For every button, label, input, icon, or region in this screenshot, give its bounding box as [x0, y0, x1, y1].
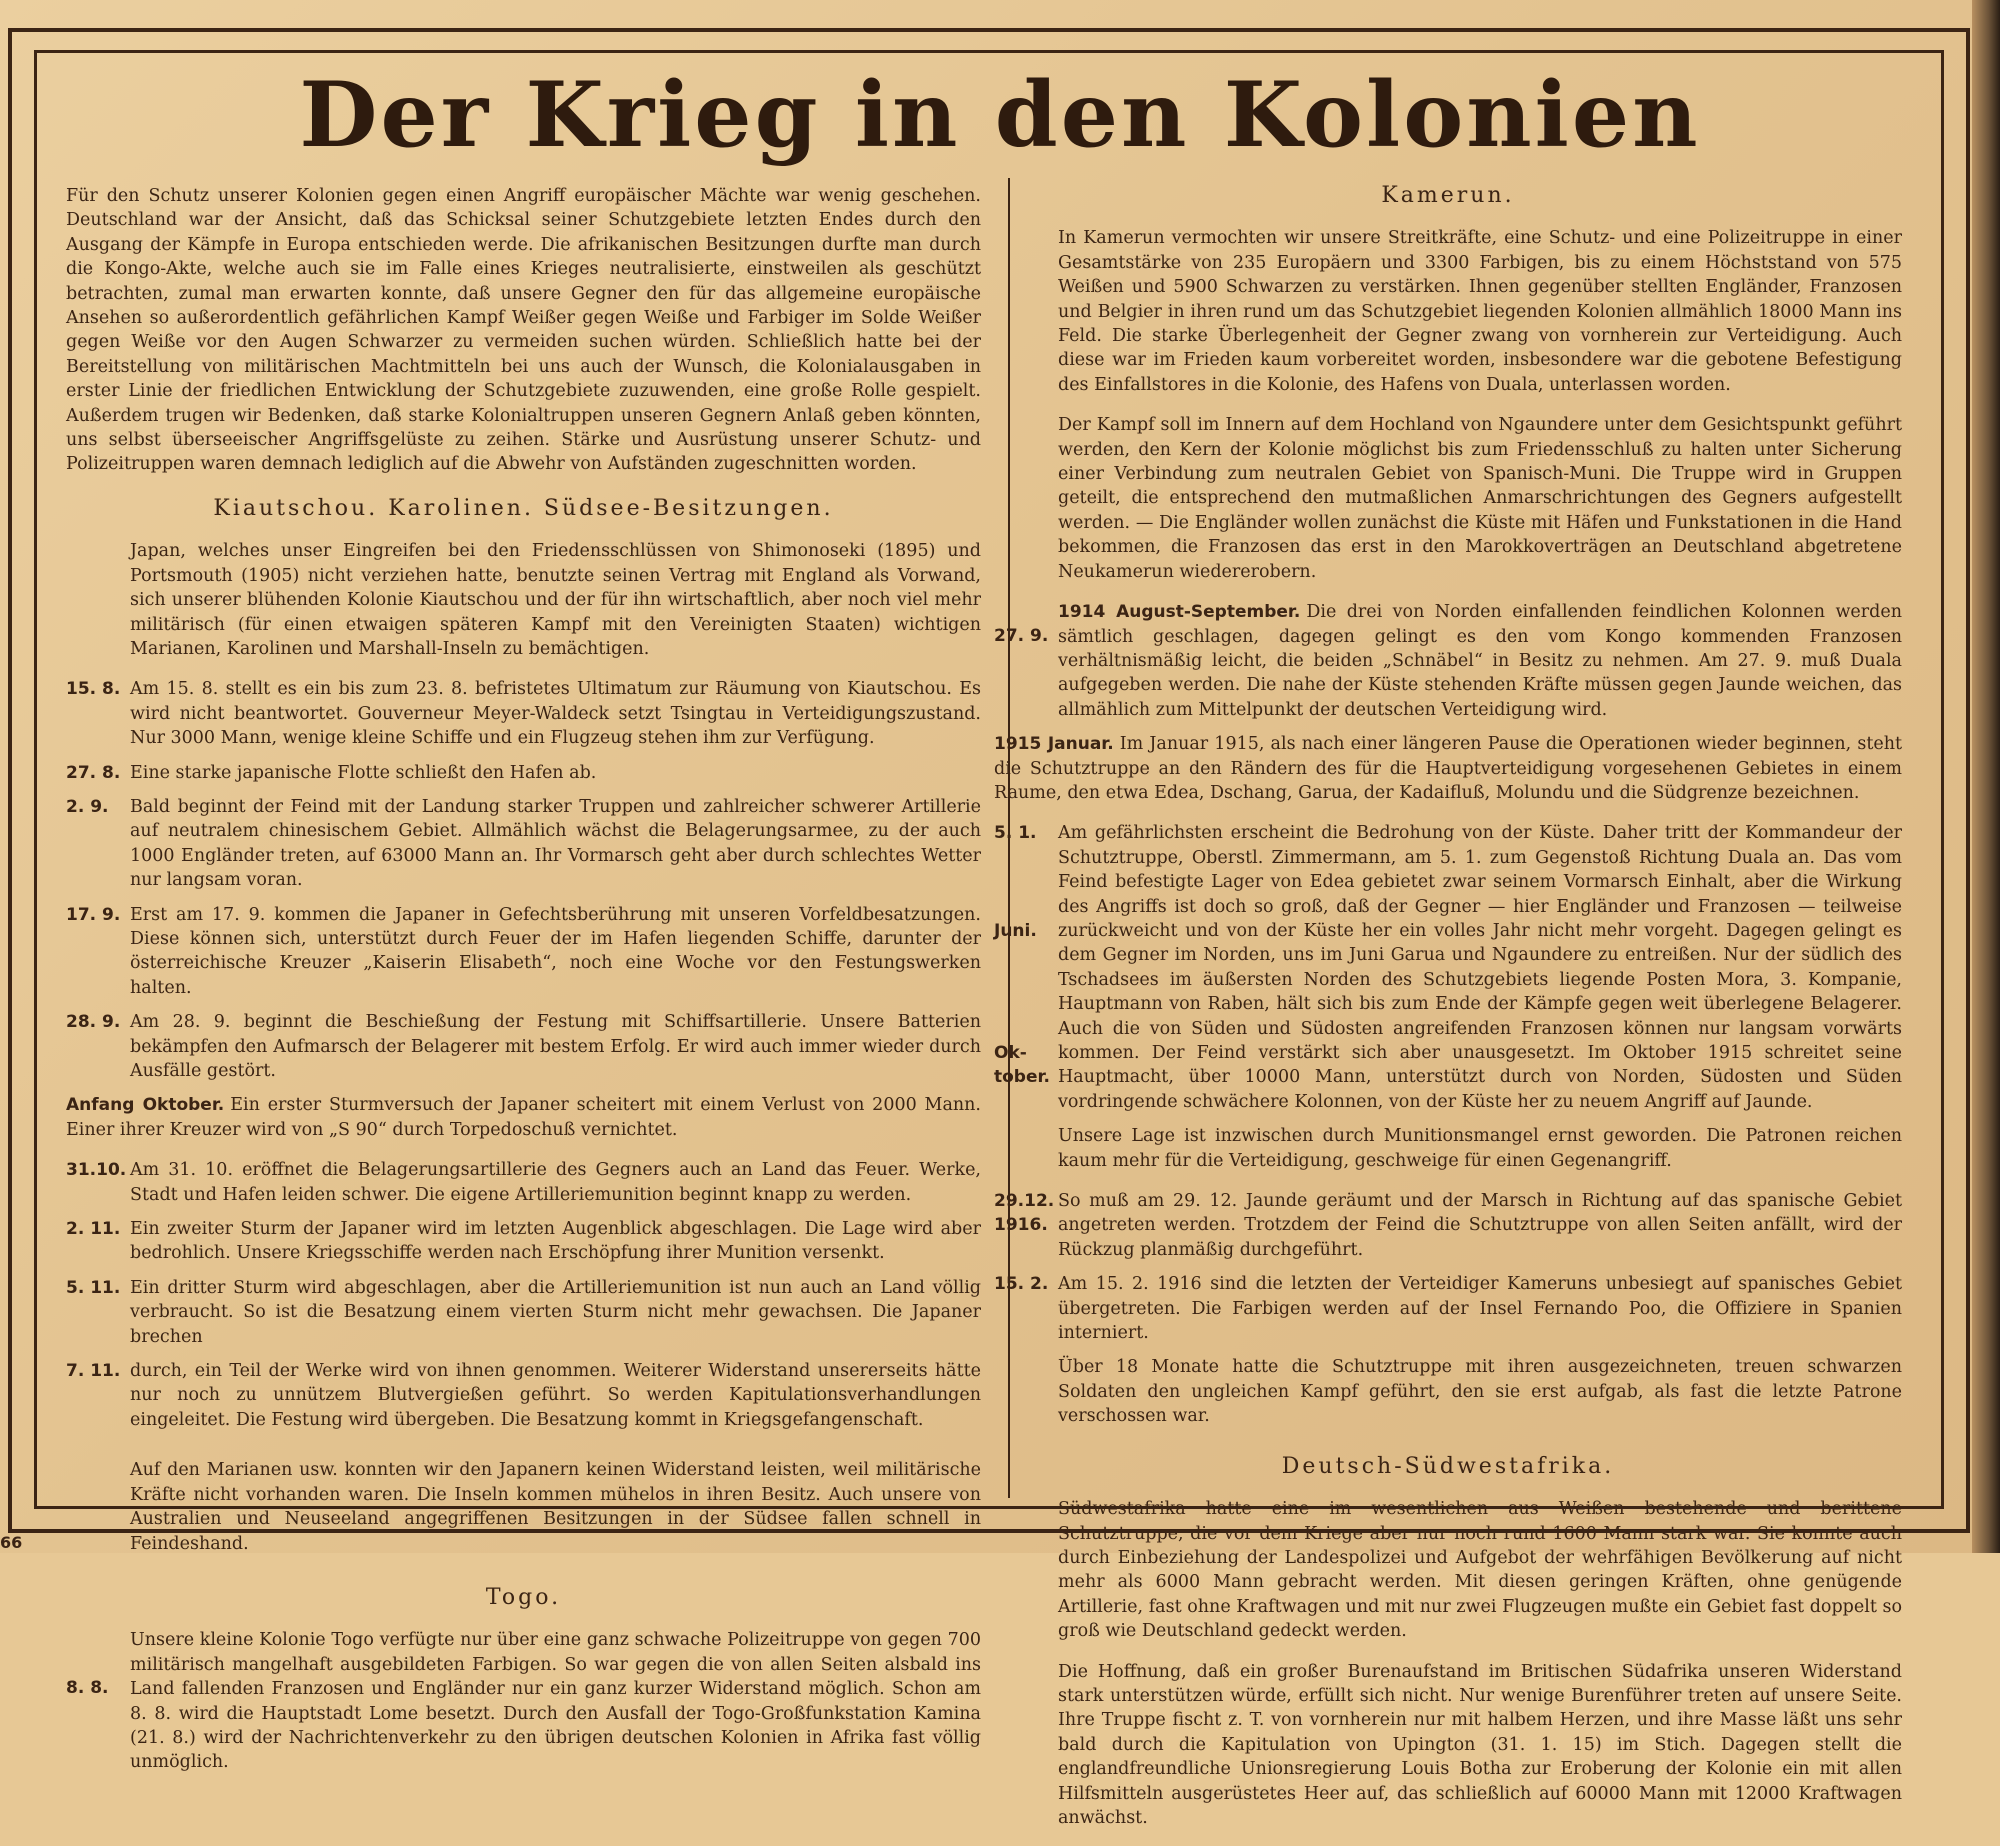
entry-date: Juni. [994, 920, 1037, 941]
timeline-entry [66, 761, 981, 785]
entry-text: Am 31. 10. eröffnet die Belagerungsartillerie des Gegners auch an Land das Feuer. Werke, Stadt und Hafen leiden schwer. Die eigene Artilleriemunition beginnt knapp zu werden. [130, 1160, 981, 1205]
timeline-entry-oktober [66, 1093, 981, 1142]
entry-text: Im Januar 1915, als nach einer längeren Pause die Operationen wieder beginnen, steht die Schutztruppe an den Rändern des für die Hauptverteidigung vorgesehenen Gebietes in einem Raume, den etwa Edea, Dschang, Garua, der Kadaifluß, Molundu und die Südgrenze bezeichnen. [994, 734, 1903, 803]
entry-date-stack [994, 1189, 1058, 1262]
entry-date: 2. 9. [66, 796, 109, 817]
timeline-entry [66, 677, 981, 750]
entry-date: 5. 11. [66, 1277, 121, 1298]
timeline-entry [994, 1189, 1902, 1262]
entry-text: durch, ein Teil der Werke wird von ihnen genommen. Weiterer Widerstand unsererseits hätte nur noch zu unnützem Blutvergießen geführt. So werden Kapitulationsverhandlungen eingeleitet. Die Festung wird übergeben. Die Besatzung kommt in Kriegsgefangenschaft. [130, 1361, 981, 1430]
timeline-entry [66, 1628, 981, 1774]
suedwest-paragraph: Die Hoffnung, daß ein großer Burenaufstand im Britischen Südafrika unseren Widerstand stark unterstützen würde, erfüllt sich nicht. Nur wenige Burenführer treten auf unsere Seite. Ihre Truppe fischt z. T. von vornherein nur mit halbem Herzen, und ihre Masse läßt uns sehr bald durch die Kapitulation von Upington (31. 1. 15) im Stich. Dagegen stellt die englandfreundliche Unionsregierung Louis Botha zur Eroberung der Kolonie ein mit allen Hilfsmitteln ausgerüstetes Heer auf, das schließlich auf 60000 Mann mit 12000 Kraftwagen anwächst. [1058, 1661, 1902, 1828]
timeline-entry-januar [994, 732, 1902, 805]
section-heading-togo: Togo. [485, 1584, 562, 1610]
entry-date: 5. 1. [994, 823, 1037, 844]
entry-date: 27. 9. [994, 626, 1049, 647]
timeline-entry [66, 903, 981, 1001]
entry-text: So muß am 29. 12. Jaunde geräumt und der Marsch in Richtung auf das spanische Gebiet angetreten werden. Trotzdem der Feind die Schutztruppe von allen Seiten anfällt, wird der Rückzug planmäßig durchgeführt. [1058, 1191, 1902, 1260]
timeline-entry [66, 1217, 981, 1266]
entry-text: Die drei von Norden einfallenden feindlichen Kolonnen werden sämtlich geschlagen, dagegen gelingt es den vom Kongo kommenden Franzosen verhältnismäßig leicht, die beiden „Schnäbel“ in Besitz zu nehmen. Am 27. 9. muß Duala aufgegeben werden. Die nahe der Küste stehenden Kräfte müssen gegen Jaunde weichen, das allmählich zum Mittelpunkt der deutschen Verteidigung wird. [1058, 602, 1902, 720]
section-heading-kiautschou: Kiautschou. Karolinen. Südsee-Besitzungen. [213, 495, 834, 521]
togo-text: Unsere kleine Kolonie Togo verfügte nur über eine ganz schwache Polizeitruppe von gegen 700 militärisch mangelhaft ausgebildeten Farbigen. So war gegen die von allen Seiten alsbald ins Land fallenden Franzosen und Engländer nur ein ganz kurzer Widerstand möglich. Schon am 8. 8. wird die Hauptstadt Lome besetzt. Durch den Ausfall der Togo-Großfunkstation Kamina (21. 8.) wird der Nachrichtenverkehr zu den übrigen deutschen Kolonien in Afrika fast völlig unmöglich. [130, 1630, 981, 1773]
entry-text: Am 15. 8. stellt es ein bis zum 23. 8. befristetes Ultimatum zur Räumung von Kiautschou. Es wird nicht beantwortet. Gouverneur Meyer-Waldeck setzt Tsingtau in Verteidigungszustand. Nur 3000 Mann, wenige kleine Schiffe und ein Flugzeug stehen ihm zur Verfügung. [130, 679, 981, 749]
entry-body [1058, 600, 1902, 722]
section-heading-kamerun: Kamerun. [1381, 183, 1515, 208]
entry-date: 15. 2. [994, 1274, 1049, 1295]
entry-lead: 1914 August-September. [1058, 602, 1301, 623]
entry-date: Ok-tober. [994, 1043, 1050, 1088]
entry-date: 31.10. [66, 1160, 127, 1181]
entry-date: 2. 11. [66, 1219, 121, 1240]
timeline-entry [66, 1276, 981, 1349]
entry-text: Am gefährlichsten erscheint die Bedrohung von der Küste. Daher tritt der Kommandeur der Schutztruppe, Oberstl. Zimmermann, am 5. 1. zum Gegenstoß Richtung Duala an. Das vom Feind befestigte Lager von Edea gebietet zwar seinem Vormarsch Einhalt, aber die Wirkung des Angriffs ist doch so groß, daß der Gegner — hier Engländer und Franzosen — teilweise zurückweicht und von der Küste her ein volles Jahr nicht mehr vorgeht. Dagegen gelingt es dem Gegner im Norden, uns im Juni Garua und Ngaundere zu entreißen. Nur der südlich des Tschadsees im äußersten Norden des Schutzgebiets liegende Posten Mora, 3. Kompanie, Hauptmann von Raben, hält sich bis zum Ende der Kämpfe gegen weit überlegene Belagerer. Auch die von Süden und Südosten angreifenden Franzosen können nur langsam vorwärts kommen. Der Feind verstärkt sich aber unausgesetzt. Im Oktober 1915 schreitet seine Hauptmacht, über 10000 Mann, unterstützt durch von Norden, Südosten und Süden vordringende schwächere Kolonnen, von der Küste her zu neuem Angriff auf Jaunde. [1058, 823, 1902, 1112]
entry-text: Eine starke japanische Flotte schließt den Hafen ab. [130, 762, 597, 783]
entry-date: 15. 8. [66, 679, 121, 700]
timeline-entry [66, 795, 981, 893]
timeline-entry [66, 1010, 981, 1083]
kiautschou-intro: Japan, welches unser Eingreifen bei den Friedensschlüssen von Shimonoseki (1895) und Portsmouth (1905) nicht verziehen hatte, benutzte seinen Vertrag mit England als Vorwand, sich unserer blühenden Kolonie Kiautschou und der für ihn wirtschaftlich, aber noch viel mehr militärisch (für einen etwaigen späteren Kampf mit den Vereinigten Staaten) wichtigen Marianen, Karolinen und Marshall-Inseln zu bemächtigen. [130, 541, 981, 659]
timeline-entry [66, 1359, 981, 1432]
right-column [994, 184, 1902, 1846]
entry-lead: 1915 Januar. [994, 734, 1114, 755]
timeline-entry [66, 1158, 981, 1207]
suedwest-paragraph: Südwestafrika hatte eine im wesentlichen aus Weißen bestehende und berittene Schutztruppe, die vor dem Kriege aber nur noch rund 1600 Mann stark war. Sie konnte auch durch Einbeziehung der Landespolizei und Aufgebot der wehrfähigen Bevölkerung auf nicht mehr als 6000 Mann gebracht werden. Mit diesen geringen Kräften, ohne genügende Artillerie, fast ohne Kraftwagen und mit nur zwei Flugzeugen mußte ein Gebiet fast doppelt so groß wie Deutschland gedeckt werden. [1058, 1499, 1902, 1642]
entry-text: Ein zweiter Sturm der Japaner wird im letzten Augenblick abgeschlagen. Die Lage wird aber bedrohlich. Unsere Kriegsschiffe werden nach Erschöpfung ihrer Munition versenkt. [130, 1219, 981, 1264]
kamerun-paragraph: Der Kampf soll im Innern auf dem Hochland von Ngaundere unter dem Gesichtspunkt geführt werden, den Kern der Kolonie möglichst bis zum Friedensschluß zu halten unter Sicherung einer Verbindung zum neutralen Gebiet von Spanisch-Muni. Die Truppe wird in Gruppen geteilt, die entsprechend den mutmaßlichen Anmarschrichtungen des Gegners aufgestellt werden. — Die Engländer wollen zunächst die Küste mit Häfen und Funkstationen in die Hand bekommen, die Franzosen das erst in den Marokkoverträgen an Deutschland abgetretene Neukamerun wiedererobern. [1058, 415, 1902, 582]
timeline-entry [994, 821, 1902, 1114]
entry-text: Erst am 17. 9. kommen die Japaner in Gefechtsberührung mit unseren Vorfeldbesatzungen. Diese können sich, unterstützt durch Feuer der im Hafen liegenden Schiffe, darunter der österreichische Kreuzer „Kaiserin Elisabeth“, noch eine Woche vor den Festungswerken halten. [130, 904, 981, 998]
timeline-entry [994, 1272, 1902, 1345]
binding-edge [1972, 0, 2000, 1553]
marianen-paragraph: Auf den Marianen usw. konnten wir den Japanern keinen Widerstand leisten, weil militärische Kräfte nicht vorhanden waren. Die Inseln kommen mühelos in ihren Besitz. Auch unsere von Australien und Neuseeland angegriffenen Besitzungen in der Südsee fallen schnell in Feindeshand. [130, 1460, 981, 1554]
entry-date: 7. 11. [66, 1361, 121, 1382]
entry-date: 27. 8. [66, 762, 121, 783]
kamerun-paragraph: Unsere Lage ist inzwischen durch Munitionsmangel ernst geworden. Die Patronen reichen kaum mehr für die Verteidigung, geschweige für einen Gegenangriff. [1058, 1126, 1902, 1171]
kamerun-paragraph: In Kamerun vermochten wir unsere Streitkräfte, eine Schutz- und eine Polizeitruppe in einer Gesamtstärke von 235 Europäern und 3300 Farbigen, bis zu einem Höchststand von 575 Weißen und 5900 Schwarzen zu verstärken. Ihnen gegenüber stellten Engländer, Franzosen und Belgier in ihren rund um das Schutzgebiet liegenden Kolonien allmählich 18000 Mann ins Feld. Die starke Überlegenheit der Gegner zwang von vornherein zur Verteidigung. Auch diese war im Frieden kaum vorbereitet worden, insbesondere war die gebotene Befestigung des Einfallstores in die Kolonie, des Hafens von Duala, unterlassen worden. [1058, 228, 1902, 395]
entry-date: 1916. [994, 1215, 1048, 1236]
entry-date-stack [994, 821, 1058, 1114]
entry-text: Am 28. 9. beginnt die Beschießung der Festung mit Schiffsartillerie. Unsere Batterien bekämpfen den Aufmarsch der Belagerer mit bestem Erfolg. Er wird auch immer wieder durch Ausfälle gestört. [130, 1012, 981, 1081]
page-number: 66 [0, 1533, 23, 1552]
entry-text: Ein erster Sturmversuch der Japaner scheitert mit einem Verlust von 2000 Mann. Einer ihrer Kreuzer wird von „S 90“ durch Torpedoschuß vernichtet. [66, 1095, 981, 1140]
kamerun-paragraph: Über 18 Monate hatte die Schutztruppe mit ihren ausgezeichneten, treuen schwarzen Soldaten den ungleichen Kampf geführt, den sie erst aufgab, als fast die letzte Patrone verschossen war. [1058, 1357, 1902, 1427]
entry-date: 17. 9. [66, 904, 121, 925]
entry-lead: Anfang Oktober. [66, 1095, 225, 1116]
intro-paragraph: Für den Schutz unserer Kolonien gegen einen Angriff europäischer Mächte war wenig geschehen. Deutschland war der Ansicht, daß das Schicksal seiner Schutzgebiete letzten Endes durch den Ausgang der Kämpfe in Europa entschieden werde. Die afrikanischen Besitzungen durfte man durch die Kongo-Akte, welche auch sie im Falle eines Krieges neutralisierte, einstweilen als geschützt betrachten, zumal man erwarten konnte, daß unsere Gegner den für das allgemeine europäische Ansehen so außerordentlich gefährlichen Kampf Weißer gegen Weiße und Farbiger im Solde Weißer gegen Weiße vor den Augen Schwarzer zu vermeiden suchen würden. Schließlich hatte bei der Bereitstellung von militärischen Machtmitteln bei uns auch der Wunsch, die Kolonialausgaben in erster Linie der friedlichen Entwicklung der Schutzgebiete zuzuwenden, eine große Rolle gespielt. Außerdem trugen wir Bedenken, daß starke Kolonialtruppen unseren Gegnern Anlaß geben könnten, uns selbst überseeischer Angriffsgelüste zu zeihen. Stärke und Ausrüstung unserer Schutz- und Polizeitruppen waren demnach lediglich auf die Abwehr von Aufständen zugeschnitten worden. [66, 186, 981, 475]
page-title: Der Krieg in den Kolonien [299, 62, 1701, 168]
section-heading-suedwestafrika: Deutsch-Südwestafrika. [1281, 1453, 1615, 1479]
left-column [66, 184, 981, 1785]
entry-text: Bald beginnt der Feind mit der Landung starker Truppen und zahlreicher schwerer Artillerie auf neutralem chinesischem Gebiet. Allmählich wächst die Belagerungsarmee, zu der auch 1000 Engländer treten, auf 63000 Mann an. Ihr Vormarsch geht aber durch schlechtes Wetter nur langsam voran. [130, 796, 981, 891]
entry-text: Ein dritter Sturm wird abgeschlagen, aber die Artilleriemunition ist nun auch an Land völlig verbraucht. So ist die Besatzung einem vierten Sturm nicht mehr gewachsen. Die Japaner brechen [130, 1277, 981, 1347]
entry-date: 8. 8. [66, 1678, 109, 1699]
timeline-entry [994, 600, 1902, 722]
entry-text: Am 15. 2. 1916 sind die letzten der Verteidiger Kameruns unbesiegt auf spanisches Gebiet übergetreten. Die Farbigen werden auf der Insel Fernando Poo, die Offiziere in Spanien interniert. [1058, 1274, 1902, 1344]
entry-date: 28. 9. [66, 1012, 121, 1033]
entry-date: 29.12. [994, 1191, 1055, 1212]
